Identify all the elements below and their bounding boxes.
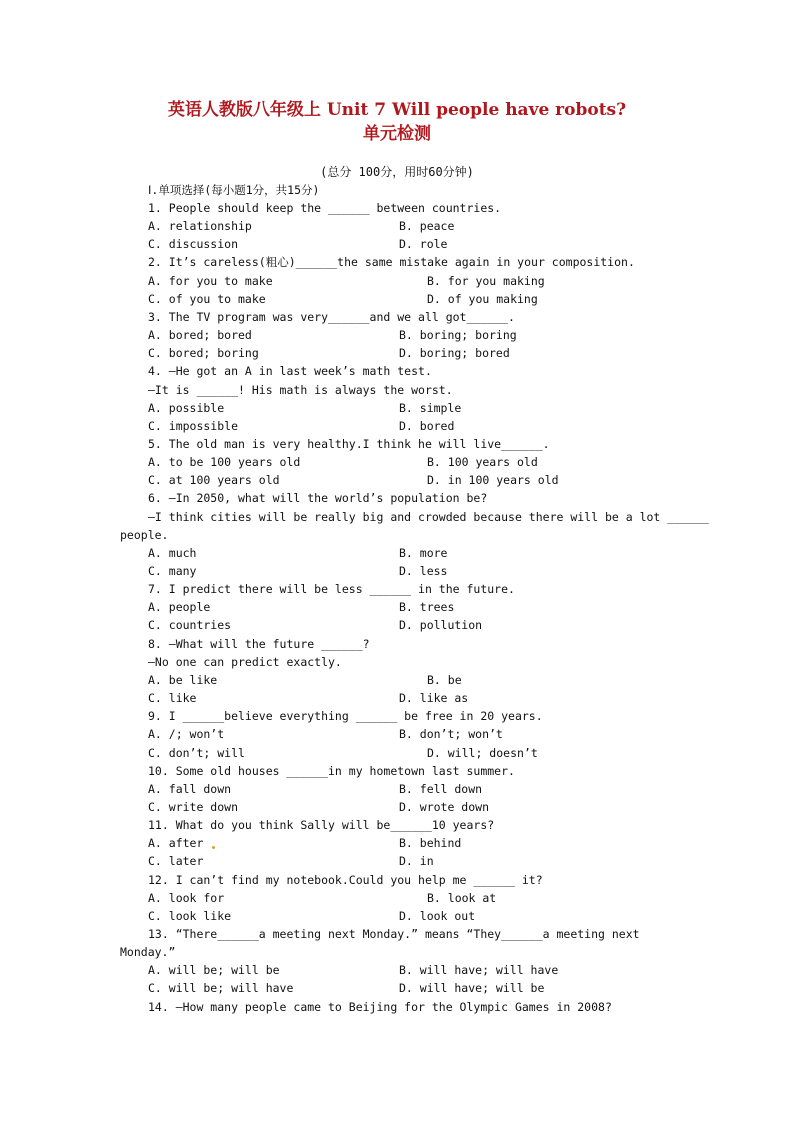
option-choice: C. countries bbox=[148, 618, 232, 633]
option-choice: D. bored bbox=[399, 418, 455, 433]
option-choice: A. fall down bbox=[148, 781, 232, 796]
question-stem: 3. The TV program was very______and we all got______. bbox=[148, 309, 515, 324]
question-stem: Monday.” bbox=[120, 945, 176, 960]
option-choice: D. wrote down bbox=[399, 799, 490, 814]
option-choice: D. will have; will be bbox=[399, 981, 545, 996]
option-choice: B. more bbox=[399, 545, 448, 560]
option-choice: C. later bbox=[148, 854, 204, 869]
option-choice: A. much bbox=[148, 545, 197, 560]
question-stem: 10. Some old houses ______in my hometown last summer. bbox=[148, 763, 515, 778]
option-choice: A. bored; bored bbox=[148, 328, 252, 343]
question-stem: 5. The old man is very healthy.I think he will live______. bbox=[148, 436, 550, 451]
ink-mark bbox=[212, 846, 215, 849]
option-choice: A. for you to make bbox=[148, 273, 273, 288]
option-choice: A. relationship bbox=[148, 219, 252, 234]
option-choice: B. fell down bbox=[399, 781, 483, 796]
option-choice: D. like as bbox=[399, 691, 469, 706]
option-choice: C. look like bbox=[148, 908, 232, 923]
question-stem: —No one can predict exactly. bbox=[148, 654, 342, 669]
option-choice: A. possible bbox=[148, 400, 225, 415]
option-choice: B. boring; boring bbox=[399, 328, 517, 343]
option-choice: C. don’t; will bbox=[148, 745, 245, 760]
option-choice: B. behind bbox=[399, 836, 462, 851]
option-choice: B. look at bbox=[427, 890, 497, 905]
question-stem: 6. —In 2050, what will the world’s population be? bbox=[148, 491, 488, 506]
option-choice: A. will be; will be bbox=[148, 963, 280, 978]
section-heading: Ⅰ.单项选择(每小题1分，共15分) bbox=[148, 183, 320, 197]
option-choice: A. people bbox=[148, 600, 211, 615]
option-choice: C. like bbox=[148, 691, 197, 706]
question-stem: 14. —How many people came to Beijing for the Olympic Games in 2008? bbox=[148, 999, 612, 1014]
question-stem: 7. I predict there will be less ______ in the future. bbox=[148, 582, 515, 597]
question-stem: 8. —What will the future ______? bbox=[148, 636, 370, 651]
option-choice: D. look out bbox=[399, 908, 476, 923]
option-choice: C. will be; will have bbox=[148, 981, 294, 996]
question-stem: 2. It’s careless(粗心)______the same mistake again in your composition. bbox=[148, 255, 635, 270]
question-stem: people. bbox=[120, 527, 169, 542]
question-stem: —It is ______! His math is always the worst. bbox=[148, 382, 453, 397]
option-choice: C. write down bbox=[148, 799, 239, 814]
option-choice: A. look for bbox=[148, 890, 225, 905]
option-choice: B. 100 years old bbox=[427, 455, 538, 470]
question-stem: 4. —He got an A in last week’s math test. bbox=[148, 364, 432, 379]
option-choice: D. in 100 years old bbox=[427, 473, 559, 488]
option-choice: D. will; doesn’t bbox=[427, 745, 538, 760]
option-choice: B. will have; will have bbox=[399, 963, 559, 978]
option-choice: C. bored; boring bbox=[148, 346, 259, 361]
question-stem: 1. People should keep the ______ between countries. bbox=[148, 201, 502, 215]
option-choice: A. after bbox=[148, 836, 204, 851]
option-choice: C. at 100 years old bbox=[148, 473, 280, 488]
option-choice: B. simple bbox=[399, 400, 462, 415]
score-time-note: (总分 100分，用时60分钟) bbox=[320, 165, 474, 179]
document-subtitle: 单元检测 bbox=[363, 124, 431, 144]
question-stem: —I think cities will be really big and crowded because there will be a lot ______ bbox=[148, 509, 709, 524]
question-stem: 9. I ______believe everything ______ be free in 20 years. bbox=[148, 709, 543, 724]
option-choice: B. trees bbox=[399, 600, 455, 615]
option-choice: C. impossible bbox=[148, 418, 239, 433]
option-choice: D. pollution bbox=[399, 618, 483, 633]
option-choice: C. discussion bbox=[148, 237, 239, 252]
option-choice: B. for you making bbox=[427, 273, 545, 288]
option-choice: A. to be 100 years old bbox=[148, 455, 301, 470]
option-choice: D. role bbox=[399, 237, 448, 252]
option-choice: D. of you making bbox=[427, 291, 538, 306]
question-stem: 13. “There______a meeting next Monday.” means “They______a meeting next bbox=[148, 927, 640, 941]
question-stem: 11. What do you think Sally will be______10 years? bbox=[148, 818, 495, 833]
option-choice: C. many bbox=[148, 564, 197, 578]
option-choice: B. peace bbox=[399, 219, 455, 234]
option-choice: B. don’t; won’t bbox=[399, 727, 503, 742]
option-choice: D. boring; bored bbox=[399, 346, 510, 361]
option-choice: B. be bbox=[427, 672, 462, 687]
option-choice: A. /; won’t bbox=[148, 727, 225, 742]
question-stem: 12. I can’t find my notebook.Could you help me ______ it? bbox=[148, 872, 543, 887]
option-choice: A. be like bbox=[148, 672, 218, 687]
document-title: 英语人教版八年级上 Unit 7 Will people have robots? bbox=[167, 100, 627, 120]
option-choice: C. of you to make bbox=[148, 291, 266, 306]
option-choice: D. in bbox=[399, 854, 434, 869]
option-choice: D. less bbox=[399, 564, 448, 578]
